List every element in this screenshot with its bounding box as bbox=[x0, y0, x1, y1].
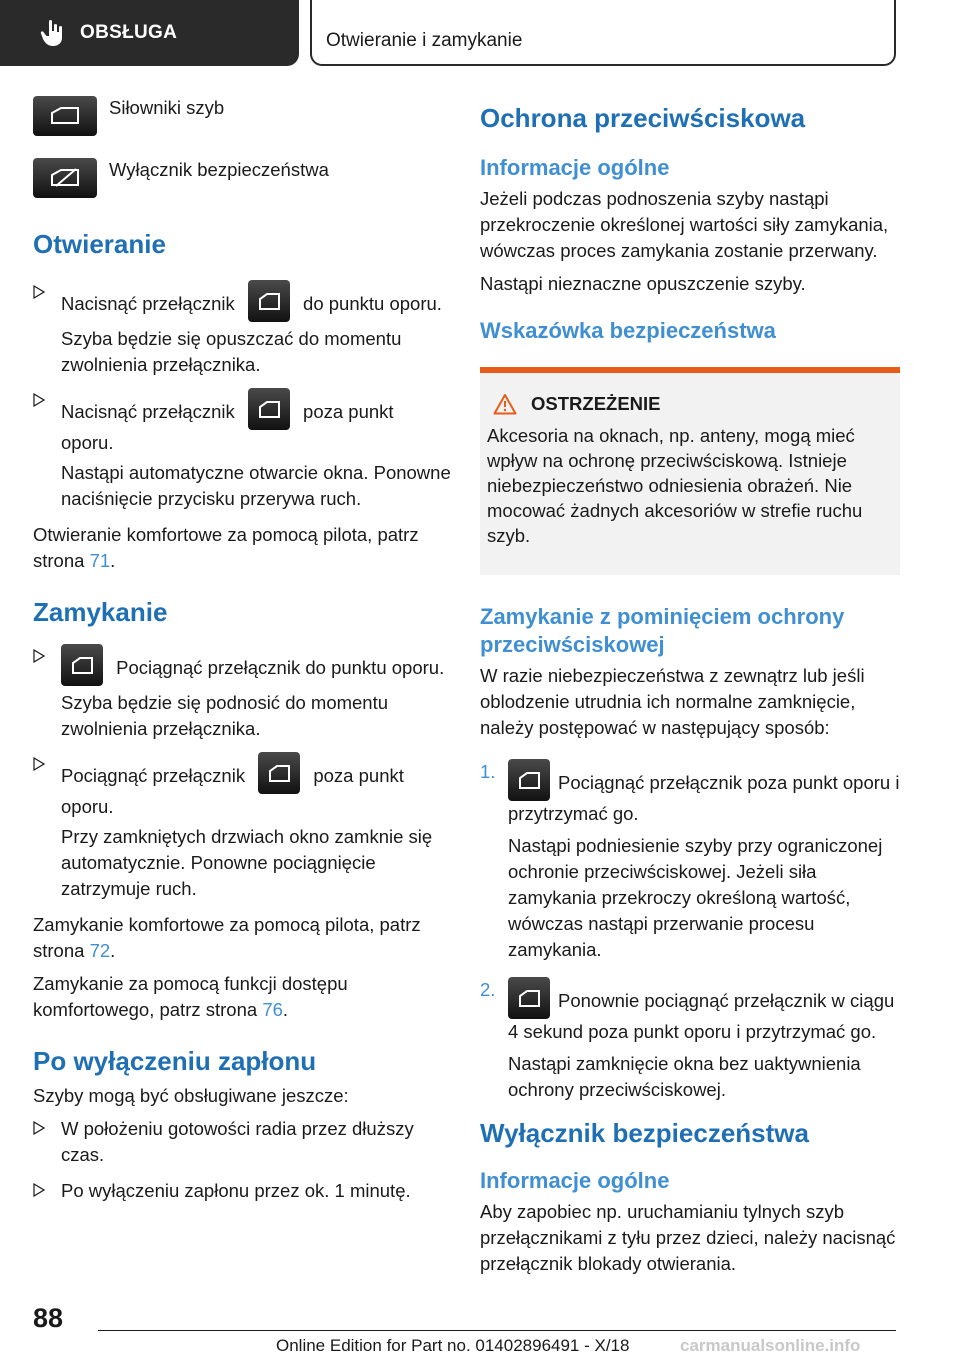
window-switch-icon bbox=[258, 752, 300, 794]
list-item: Nacisnąć przełącznik poza punkt oporu. Nastąpi automatyczne otwarcie okna. Ponowne naciśnięcie przycisku przerywa ruch. bbox=[33, 388, 451, 512]
edition-text: Online Edition for Part no. 01402896491 - X/18 bbox=[276, 1336, 630, 1355]
section-title: OBSŁUGA bbox=[80, 22, 178, 43]
list-subtext: Przy zamkniętych drzwiach okno zamknie się automatycznie. Ponowne pociągnięcie zatrzymuje ruch. bbox=[61, 826, 433, 899]
left-column bbox=[33, 96, 451, 1214]
step-subtext: Nastąpi podniesienie szyby przy ograniczonej ochronie przeciwściskowej. Jeżeli siła zamykania przekroczy określoną wartość, wówczas nastąpi przerwanie procesu zamykania. bbox=[508, 835, 883, 960]
list-subtext: Nastąpi automatyczne otwarcie okna. Ponowne naciśnięcie przycisku przerywa ruch. bbox=[61, 462, 451, 509]
step-number: 1. bbox=[480, 761, 496, 782]
legend-item bbox=[33, 96, 451, 136]
triangle-bullet-icon bbox=[33, 285, 45, 299]
triangle-bullet-icon bbox=[33, 1183, 45, 1197]
chapter-title: Otwieranie i zamykanie bbox=[310, 0, 896, 66]
closing-heading: Zamykanie bbox=[33, 597, 168, 627]
window-switch-icon bbox=[248, 280, 290, 322]
anti-pinch-heading: Ochrona przeciwściskowa bbox=[480, 103, 806, 133]
anti-pinch-general-heading: Informacje ogólne bbox=[480, 155, 670, 180]
right-column bbox=[480, 102, 900, 1284]
comfort-access-text: Zamykanie za pomocą funkcji dostępu komfortowego, patrz strona 76. bbox=[33, 973, 348, 1020]
safety-switch-heading: Wyłącznik bezpieczeństwa bbox=[480, 1118, 809, 1148]
page-link[interactable]: 72 bbox=[89, 940, 111, 961]
opening-heading: Otwieranie bbox=[33, 229, 166, 259]
safety-switch-general-text: Aby zapobiec np. uruchamianiu tylnych szyb przełącznikami z tyłu przez dzieci, należy nacisnąć przełącznik blokady otwierania. bbox=[480, 1201, 896, 1274]
list-item: Nacisnąć przełącznik do punktu oporu. Szyba będzie się opuszczać do momentu zwolnienia przełącznika. bbox=[33, 280, 451, 378]
window-switch-icon bbox=[508, 759, 550, 801]
bypass-steps bbox=[480, 759, 900, 1103]
list-subtext: Szyba będzie się opuszczać do momentu zwolnienia przełącznika. bbox=[61, 328, 402, 375]
list-item: W położeniu gotowości radia przez dłuższy czas. bbox=[33, 1116, 451, 1168]
list-item: Pociągnąć przełącznik do punktu oporu. Szyba będzie się podnosić do momentu zwolnienia przełącznika. bbox=[33, 644, 451, 742]
page-link[interactable]: 71 bbox=[89, 550, 111, 571]
window-switch-icon bbox=[508, 977, 550, 1019]
triangle-bullet-icon bbox=[33, 393, 45, 407]
footer-divider bbox=[98, 1330, 896, 1331]
anti-pinch-general-text: Jeżeli podczas podnoszenia szyby nastąpi przekroczenie określonej wartości siły zamykania, wówczas proces zamykania zostanie przerwany. bbox=[480, 188, 889, 261]
closing-list bbox=[33, 644, 451, 902]
list-item: Po wyłączeniu zapłonu przez ok. 1 minutę. bbox=[33, 1178, 451, 1204]
watermark: carmanualsonline.info bbox=[680, 1336, 861, 1355]
step-number: 2. bbox=[480, 979, 496, 1000]
step-item: 2. Ponownie pociągnąć przełącznik w ciągu 4 sekund poza punkt oporu i przytrzymać go. Nastąpi zamknięcie okna bez uaktywnienia ochrony przeciwściskowej. bbox=[480, 977, 900, 1103]
step-subtext: Nastąpi zamknięcie okna bez uaktywnienia ochrony przeciwściskowej. bbox=[508, 1053, 861, 1100]
page-header bbox=[0, 0, 960, 66]
legend-label: Siłowniki szyb bbox=[109, 97, 225, 118]
triangle-bullet-icon bbox=[33, 757, 45, 771]
legend-item bbox=[33, 158, 451, 198]
warning-label: OSTRZEŻENIE bbox=[531, 393, 661, 414]
bypass-heading: Zamykanie z pominięciem ochrony przeciwściskowej bbox=[480, 604, 845, 657]
page-number: 88 bbox=[33, 1303, 64, 1333]
opening-list bbox=[33, 280, 451, 512]
window-switch-icon bbox=[61, 644, 103, 686]
hand-icon bbox=[40, 19, 66, 47]
anti-pinch-general-text-2: Nastąpi nieznaczne opuszczenie szyby. bbox=[480, 273, 806, 294]
window-switch-icon bbox=[33, 96, 97, 136]
step-item: 1. Pociągnąć przełącznik poza punkt oporu i przytrzymać go. Nastąpi podniesienie szyby przy ograniczonej ochronie przeciwściskowej. Jeżeli siła zamykania przekroczy określoną wartość, wówczas nastąpi przerwanie procesu zamykania. bbox=[480, 759, 900, 963]
comfort-closing-text: Zamykanie komfortowe za pomocą pilota, patrz strona 72. bbox=[33, 914, 421, 961]
warning-text: Akcesoria na oknach, np. anteny, mogą mieć wpływ na ochronę przeciwściskową. Istnieje niebezpieczeństwo odniesienia obrażeń. Nie mocować żadnych akcesoriów w strefie ruchu szyb. bbox=[487, 425, 863, 546]
warning-triangle-icon bbox=[493, 393, 517, 415]
after-ignition-list bbox=[33, 1116, 451, 1204]
triangle-bullet-icon bbox=[33, 649, 45, 663]
warning-box bbox=[480, 367, 900, 575]
window-lock-icon bbox=[33, 158, 97, 198]
safety-switch-general-heading: Informacje ogólne bbox=[480, 1168, 670, 1193]
page-link[interactable]: 76 bbox=[262, 999, 283, 1020]
triangle-bullet-icon bbox=[33, 1121, 45, 1135]
section-tab bbox=[0, 0, 299, 66]
after-ignition-heading: Po wyłączeniu zapłonu bbox=[33, 1046, 317, 1076]
comfort-opening-text: Otwieranie komfortowe za pomocą pilota, patrz strona 71. bbox=[33, 524, 419, 571]
legend-label: Wyłącznik bezpieczeństwa bbox=[109, 159, 329, 180]
bypass-intro: W razie niebezpieczeństwa z zewnątrz lub jeśli oblodzenie utrudnia ich normalne zamknięcie, należy postępować w następujący sposób: bbox=[480, 665, 865, 738]
list-item: Pociągnąć przełącznik poza punkt oporu. Przy zamkniętych drzwiach okno zamknie się automatycznie. Ponowne pociągnięcie zatrzymuje ruch. bbox=[33, 752, 451, 902]
after-ignition-intro: Szyby mogą być obsługiwane jeszcze: bbox=[33, 1085, 349, 1106]
safety-note-heading: Wskazówka bezpieczeństwa bbox=[480, 318, 776, 343]
window-switch-icon bbox=[248, 388, 290, 430]
list-subtext: Szyba będzie się podnosić do momentu zwolnienia przełącznika. bbox=[61, 692, 389, 739]
